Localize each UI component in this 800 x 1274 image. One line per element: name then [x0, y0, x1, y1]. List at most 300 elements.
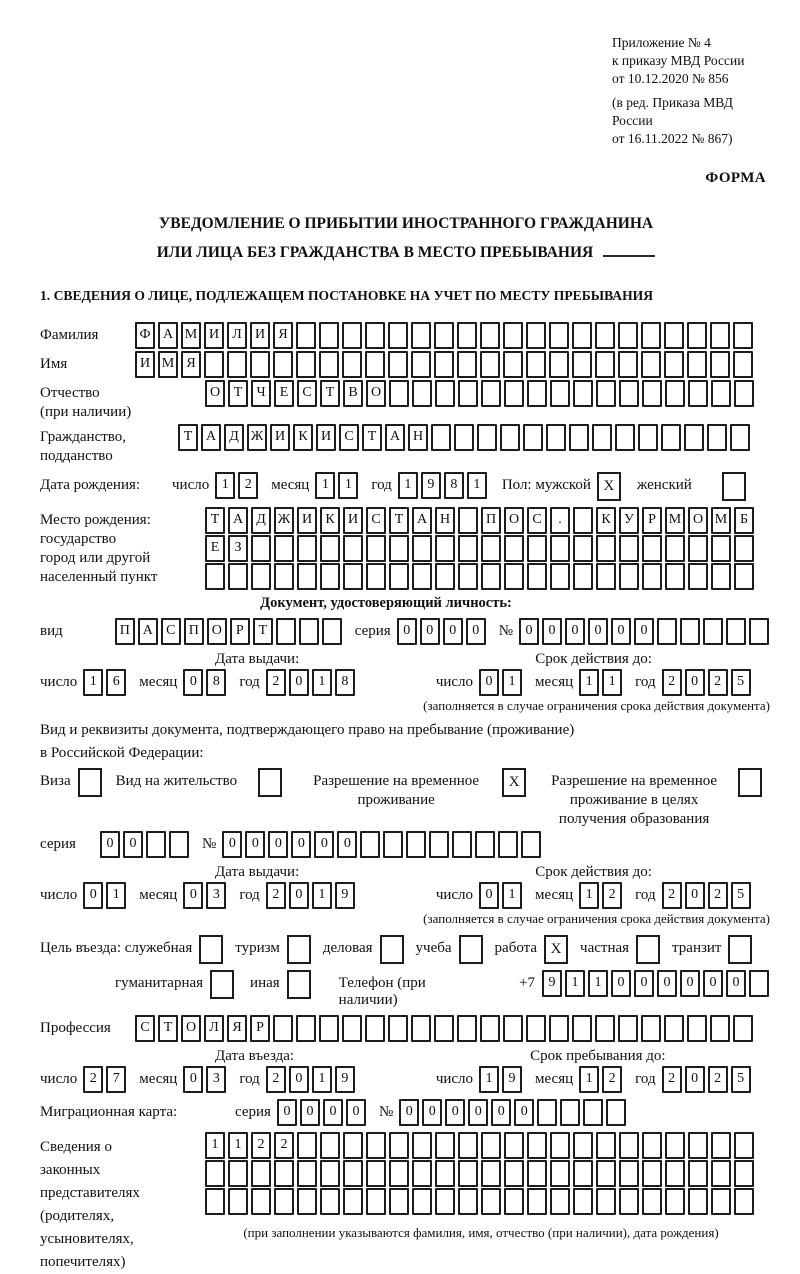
char-cell[interactable] [250, 351, 270, 378]
char-cell[interactable] [711, 1188, 731, 1215]
char-cell[interactable]: 0 [289, 1066, 309, 1093]
char-cell[interactable] [550, 535, 570, 562]
char-cell[interactable] [297, 563, 317, 590]
char-cell[interactable] [665, 380, 685, 407]
char-cell[interactable] [641, 322, 661, 349]
purpose-other-checkbox[interactable] [287, 970, 311, 999]
char-cell[interactable] [711, 535, 731, 562]
char-cell[interactable] [481, 563, 501, 590]
char-cell[interactable] [596, 1160, 616, 1187]
purpose-business-checkbox[interactable] [380, 935, 404, 964]
char-cell[interactable] [664, 1015, 684, 1042]
char-cell[interactable]: 1 [588, 970, 608, 997]
char-cell[interactable]: 5 [731, 1066, 751, 1093]
char-cell[interactable]: 0 [519, 618, 539, 645]
char-cell[interactable] [319, 351, 339, 378]
char-cell[interactable] [527, 380, 547, 407]
char-cell[interactable] [573, 535, 593, 562]
char-cell[interactable] [583, 1099, 603, 1126]
char-cell[interactable]: 1 [312, 669, 332, 696]
char-cell[interactable] [560, 1099, 580, 1126]
char-cell[interactable]: 0 [397, 618, 417, 645]
char-cell[interactable]: 2 [251, 1132, 271, 1159]
char-cell[interactable] [435, 1188, 455, 1215]
char-cell[interactable]: 1 [502, 669, 522, 696]
char-cell[interactable]: Т [205, 507, 225, 534]
char-cell[interactable]: 0 [726, 970, 746, 997]
char-cell[interactable]: А [228, 507, 248, 534]
char-cell[interactable]: 0 [565, 618, 585, 645]
char-cell[interactable]: 5 [731, 882, 751, 909]
char-cell[interactable]: А [385, 424, 405, 451]
char-cell[interactable] [657, 618, 677, 645]
char-cell[interactable] [573, 1160, 593, 1187]
char-cell[interactable]: Н [408, 424, 428, 451]
char-cell[interactable] [527, 1132, 547, 1159]
char-cell[interactable] [320, 1188, 340, 1215]
char-cell[interactable] [365, 351, 385, 378]
char-cell[interactable]: П [115, 618, 135, 645]
char-cell[interactable] [498, 831, 518, 858]
char-cell[interactable]: 0 [123, 831, 143, 858]
char-cell[interactable]: Л [204, 1015, 224, 1042]
char-cell[interactable] [388, 322, 408, 349]
char-cell[interactable]: 0 [611, 970, 631, 997]
char-cell[interactable] [274, 535, 294, 562]
char-cell[interactable] [642, 1188, 662, 1215]
char-cell[interactable] [454, 424, 474, 451]
char-cell[interactable] [573, 563, 593, 590]
char-cell[interactable]: 0 [685, 1066, 705, 1093]
char-cell[interactable]: 0 [183, 1066, 203, 1093]
char-cell[interactable] [537, 1099, 557, 1126]
char-cell[interactable]: 1 [83, 669, 103, 696]
char-cell[interactable] [504, 380, 524, 407]
sex-male-checkbox[interactable]: X [597, 472, 621, 501]
char-cell[interactable]: 1 [579, 1066, 599, 1093]
char-cell[interactable]: 0 [466, 618, 486, 645]
char-cell[interactable] [504, 563, 524, 590]
char-cell[interactable]: 0 [479, 669, 499, 696]
char-cell[interactable] [434, 351, 454, 378]
char-cell[interactable] [550, 380, 570, 407]
char-cell[interactable]: К [320, 507, 340, 534]
char-cell[interactable]: 1 [215, 472, 235, 499]
char-cell[interactable]: 1 [502, 882, 522, 909]
char-cell[interactable] [618, 351, 638, 378]
char-cell[interactable] [366, 1132, 386, 1159]
char-cell[interactable] [475, 831, 495, 858]
char-cell[interactable] [342, 351, 362, 378]
char-cell[interactable]: Т [158, 1015, 178, 1042]
char-cell[interactable] [618, 1015, 638, 1042]
char-cell[interactable] [296, 1015, 316, 1042]
char-cell[interactable] [389, 1132, 409, 1159]
char-cell[interactable]: 1 [579, 669, 599, 696]
char-cell[interactable] [526, 351, 546, 378]
char-cell[interactable] [365, 322, 385, 349]
char-cell[interactable]: Е [205, 535, 225, 562]
char-cell[interactable]: Д [251, 507, 271, 534]
char-cell[interactable] [503, 322, 523, 349]
char-cell[interactable]: 5 [731, 669, 751, 696]
char-cell[interactable]: О [366, 380, 386, 407]
char-cell[interactable]: Я [227, 1015, 247, 1042]
char-cell[interactable] [687, 351, 707, 378]
char-cell[interactable] [274, 1160, 294, 1187]
char-cell[interactable] [411, 322, 431, 349]
char-cell[interactable] [733, 322, 753, 349]
char-cell[interactable] [322, 618, 342, 645]
char-cell[interactable] [205, 1188, 225, 1215]
char-cell[interactable] [169, 831, 189, 858]
char-cell[interactable] [360, 831, 380, 858]
char-cell[interactable] [389, 1160, 409, 1187]
char-cell[interactable]: 1 [312, 1066, 332, 1093]
char-cell[interactable]: Р [642, 507, 662, 534]
char-cell[interactable]: И [343, 507, 363, 534]
char-cell[interactable] [458, 563, 478, 590]
char-cell[interactable] [319, 1015, 339, 1042]
char-cell[interactable]: Т [320, 380, 340, 407]
char-cell[interactable] [734, 1132, 754, 1159]
char-cell[interactable]: 0 [300, 1099, 320, 1126]
char-cell[interactable] [458, 380, 478, 407]
char-cell[interactable]: М [158, 351, 178, 378]
char-cell[interactable] [596, 563, 616, 590]
char-cell[interactable] [431, 424, 451, 451]
char-cell[interactable]: 0 [420, 618, 440, 645]
char-cell[interactable] [480, 1015, 500, 1042]
char-cell[interactable] [389, 563, 409, 590]
char-cell[interactable] [366, 535, 386, 562]
char-cell[interactable] [688, 563, 708, 590]
char-cell[interactable] [665, 563, 685, 590]
char-cell[interactable]: Н [435, 507, 455, 534]
char-cell[interactable]: 0 [100, 831, 120, 858]
char-cell[interactable] [526, 1015, 546, 1042]
char-cell[interactable] [411, 1015, 431, 1042]
char-cell[interactable]: 0 [491, 1099, 511, 1126]
char-cell[interactable] [523, 424, 543, 451]
char-cell[interactable]: Ж [274, 507, 294, 534]
char-cell[interactable] [665, 1160, 685, 1187]
char-cell[interactable] [707, 424, 727, 451]
sex-female-checkbox[interactable] [722, 472, 746, 501]
char-cell[interactable] [434, 1015, 454, 1042]
char-cell[interactable]: 2 [602, 882, 622, 909]
char-cell[interactable]: 0 [268, 831, 288, 858]
char-cell[interactable] [684, 424, 704, 451]
char-cell[interactable] [734, 1188, 754, 1215]
char-cell[interactable]: З [228, 535, 248, 562]
char-cell[interactable]: У [619, 507, 639, 534]
char-cell[interactable] [204, 351, 224, 378]
char-cell[interactable] [343, 1132, 363, 1159]
char-cell[interactable]: 0 [289, 669, 309, 696]
char-cell[interactable] [297, 535, 317, 562]
char-cell[interactable]: М [665, 507, 685, 534]
char-cell[interactable] [365, 1015, 385, 1042]
char-cell[interactable] [734, 380, 754, 407]
char-cell[interactable]: Е [274, 380, 294, 407]
char-cell[interactable] [596, 1132, 616, 1159]
char-cell[interactable]: 0 [703, 970, 723, 997]
char-cell[interactable]: 0 [443, 618, 463, 645]
purpose-transit-checkbox[interactable] [728, 935, 752, 964]
char-cell[interactable] [251, 535, 271, 562]
residence-permit-checkbox[interactable] [258, 768, 282, 797]
char-cell[interactable] [297, 1132, 317, 1159]
char-cell[interactable] [435, 535, 455, 562]
char-cell[interactable] [458, 1132, 478, 1159]
char-cell[interactable] [480, 351, 500, 378]
char-cell[interactable]: 1 [479, 1066, 499, 1093]
char-cell[interactable]: Ж [247, 424, 267, 451]
char-cell[interactable] [435, 563, 455, 590]
temp-residence-edu-checkbox[interactable] [738, 768, 762, 797]
char-cell[interactable] [146, 831, 166, 858]
char-cell[interactable] [457, 351, 477, 378]
char-cell[interactable]: Ч [251, 380, 271, 407]
char-cell[interactable]: С [161, 618, 181, 645]
char-cell[interactable] [480, 322, 500, 349]
char-cell[interactable] [710, 322, 730, 349]
char-cell[interactable]: Р [230, 618, 250, 645]
char-cell[interactable]: 7 [106, 1066, 126, 1093]
char-cell[interactable] [550, 563, 570, 590]
char-cell[interactable] [320, 1160, 340, 1187]
char-cell[interactable] [521, 831, 541, 858]
char-cell[interactable]: 2 [266, 1066, 286, 1093]
char-cell[interactable]: О [181, 1015, 201, 1042]
char-cell[interactable]: О [688, 507, 708, 534]
char-cell[interactable]: К [596, 507, 616, 534]
char-cell[interactable] [435, 1132, 455, 1159]
char-cell[interactable] [343, 1188, 363, 1215]
char-cell[interactable] [481, 535, 501, 562]
char-cell[interactable] [642, 535, 662, 562]
char-cell[interactable]: 2 [662, 882, 682, 909]
char-cell[interactable]: 0 [289, 882, 309, 909]
temp-residence-checkbox[interactable]: X [502, 768, 526, 797]
char-cell[interactable]: А [201, 424, 221, 451]
char-cell[interactable]: 0 [685, 882, 705, 909]
char-cell[interactable] [734, 1160, 754, 1187]
char-cell[interactable]: 0 [680, 970, 700, 997]
char-cell[interactable] [297, 1188, 317, 1215]
char-cell[interactable] [734, 535, 754, 562]
char-cell[interactable]: П [481, 507, 501, 534]
char-cell[interactable] [661, 424, 681, 451]
char-cell[interactable] [412, 563, 432, 590]
char-cell[interactable] [550, 1188, 570, 1215]
char-cell[interactable]: 0 [422, 1099, 442, 1126]
char-cell[interactable]: 8 [206, 669, 226, 696]
char-cell[interactable] [573, 507, 593, 534]
char-cell[interactable] [320, 1132, 340, 1159]
char-cell[interactable] [429, 831, 449, 858]
char-cell[interactable] [458, 535, 478, 562]
char-cell[interactable]: И [297, 507, 317, 534]
char-cell[interactable] [296, 322, 316, 349]
char-cell[interactable]: 0 [183, 882, 203, 909]
char-cell[interactable] [749, 970, 769, 997]
char-cell[interactable]: 2 [708, 882, 728, 909]
char-cell[interactable] [730, 424, 750, 451]
char-cell[interactable] [665, 1132, 685, 1159]
char-cell[interactable] [389, 535, 409, 562]
char-cell[interactable] [550, 1160, 570, 1187]
char-cell[interactable] [412, 380, 432, 407]
char-cell[interactable] [481, 1188, 501, 1215]
char-cell[interactable] [296, 351, 316, 378]
char-cell[interactable] [664, 351, 684, 378]
char-cell[interactable]: 0 [245, 831, 265, 858]
char-cell[interactable] [276, 618, 296, 645]
char-cell[interactable]: 0 [468, 1099, 488, 1126]
char-cell[interactable]: 2 [662, 669, 682, 696]
char-cell[interactable]: 1 [602, 669, 622, 696]
char-cell[interactable]: 2 [274, 1132, 294, 1159]
char-cell[interactable] [412, 1132, 432, 1159]
char-cell[interactable] [687, 1015, 707, 1042]
char-cell[interactable] [481, 1160, 501, 1187]
char-cell[interactable]: 2 [238, 472, 258, 499]
char-cell[interactable]: Т [178, 424, 198, 451]
char-cell[interactable] [526, 322, 546, 349]
char-cell[interactable] [412, 1188, 432, 1215]
char-cell[interactable] [343, 563, 363, 590]
char-cell[interactable] [573, 380, 593, 407]
char-cell[interactable] [569, 424, 589, 451]
char-cell[interactable]: 1 [315, 472, 335, 499]
char-cell[interactable] [726, 618, 746, 645]
char-cell[interactable] [458, 1188, 478, 1215]
char-cell[interactable]: 0 [399, 1099, 419, 1126]
char-cell[interactable]: 0 [183, 669, 203, 696]
char-cell[interactable] [274, 1188, 294, 1215]
char-cell[interactable]: С [366, 507, 386, 534]
char-cell[interactable]: 2 [83, 1066, 103, 1093]
char-cell[interactable]: 1 [312, 882, 332, 909]
char-cell[interactable] [500, 424, 520, 451]
char-cell[interactable] [527, 1188, 547, 1215]
char-cell[interactable] [388, 1015, 408, 1042]
char-cell[interactable] [573, 1188, 593, 1215]
char-cell[interactable]: И [135, 351, 155, 378]
char-cell[interactable]: . [550, 507, 570, 534]
char-cell[interactable] [343, 535, 363, 562]
char-cell[interactable]: И [250, 322, 270, 349]
char-cell[interactable]: 0 [314, 831, 334, 858]
char-cell[interactable]: 9 [542, 970, 562, 997]
char-cell[interactable] [703, 618, 723, 645]
char-cell[interactable] [641, 1015, 661, 1042]
char-cell[interactable] [618, 322, 638, 349]
purpose-work-checkbox[interactable]: X [544, 935, 568, 964]
char-cell[interactable] [504, 535, 524, 562]
char-cell[interactable] [592, 424, 612, 451]
char-cell[interactable]: Р [250, 1015, 270, 1042]
char-cell[interactable] [228, 1160, 248, 1187]
char-cell[interactable] [619, 1188, 639, 1215]
char-cell[interactable]: 1 [338, 472, 358, 499]
char-cell[interactable]: 0 [685, 669, 705, 696]
char-cell[interactable] [596, 535, 616, 562]
char-cell[interactable]: М [181, 322, 201, 349]
char-cell[interactable]: А [138, 618, 158, 645]
char-cell[interactable] [619, 563, 639, 590]
char-cell[interactable]: 0 [634, 618, 654, 645]
char-cell[interactable] [734, 563, 754, 590]
char-cell[interactable] [688, 535, 708, 562]
char-cell[interactable]: К [293, 424, 313, 451]
char-cell[interactable]: 2 [602, 1066, 622, 1093]
char-cell[interactable] [457, 322, 477, 349]
char-cell[interactable]: 1 [565, 970, 585, 997]
char-cell[interactable]: 0 [479, 882, 499, 909]
purpose-official-checkbox[interactable] [199, 935, 223, 964]
char-cell[interactable]: И [204, 322, 224, 349]
char-cell[interactable] [664, 322, 684, 349]
char-cell[interactable]: 0 [588, 618, 608, 645]
char-cell[interactable]: Т [253, 618, 273, 645]
char-cell[interactable]: Я [181, 351, 201, 378]
char-cell[interactable]: 3 [206, 882, 226, 909]
char-cell[interactable] [711, 380, 731, 407]
char-cell[interactable]: 3 [206, 1066, 226, 1093]
char-cell[interactable] [297, 1160, 317, 1187]
char-cell[interactable] [388, 351, 408, 378]
char-cell[interactable] [619, 1160, 639, 1187]
char-cell[interactable]: С [135, 1015, 155, 1042]
char-cell[interactable] [638, 424, 658, 451]
char-cell[interactable] [619, 1132, 639, 1159]
char-cell[interactable]: Ф [135, 322, 155, 349]
char-cell[interactable] [527, 1160, 547, 1187]
char-cell[interactable] [595, 351, 615, 378]
char-cell[interactable] [435, 1160, 455, 1187]
char-cell[interactable]: А [158, 322, 178, 349]
char-cell[interactable] [680, 618, 700, 645]
char-cell[interactable] [383, 831, 403, 858]
char-cell[interactable] [688, 1160, 708, 1187]
char-cell[interactable] [642, 1132, 662, 1159]
char-cell[interactable]: 0 [542, 618, 562, 645]
char-cell[interactable] [251, 563, 271, 590]
char-cell[interactable]: М [711, 507, 731, 534]
char-cell[interactable] [665, 535, 685, 562]
char-cell[interactable] [366, 563, 386, 590]
char-cell[interactable] [549, 322, 569, 349]
char-cell[interactable]: Т [362, 424, 382, 451]
char-cell[interactable] [619, 380, 639, 407]
char-cell[interactable]: 0 [222, 831, 242, 858]
char-cell[interactable] [366, 1188, 386, 1215]
char-cell[interactable] [749, 618, 769, 645]
char-cell[interactable]: 2 [708, 1066, 728, 1093]
char-cell[interactable] [273, 1015, 293, 1042]
char-cell[interactable] [711, 563, 731, 590]
char-cell[interactable] [406, 831, 426, 858]
char-cell[interactable]: 0 [83, 882, 103, 909]
char-cell[interactable] [481, 380, 501, 407]
char-cell[interactable] [711, 1132, 731, 1159]
char-cell[interactable] [710, 351, 730, 378]
char-cell[interactable] [573, 1132, 593, 1159]
char-cell[interactable]: 9 [335, 882, 355, 909]
